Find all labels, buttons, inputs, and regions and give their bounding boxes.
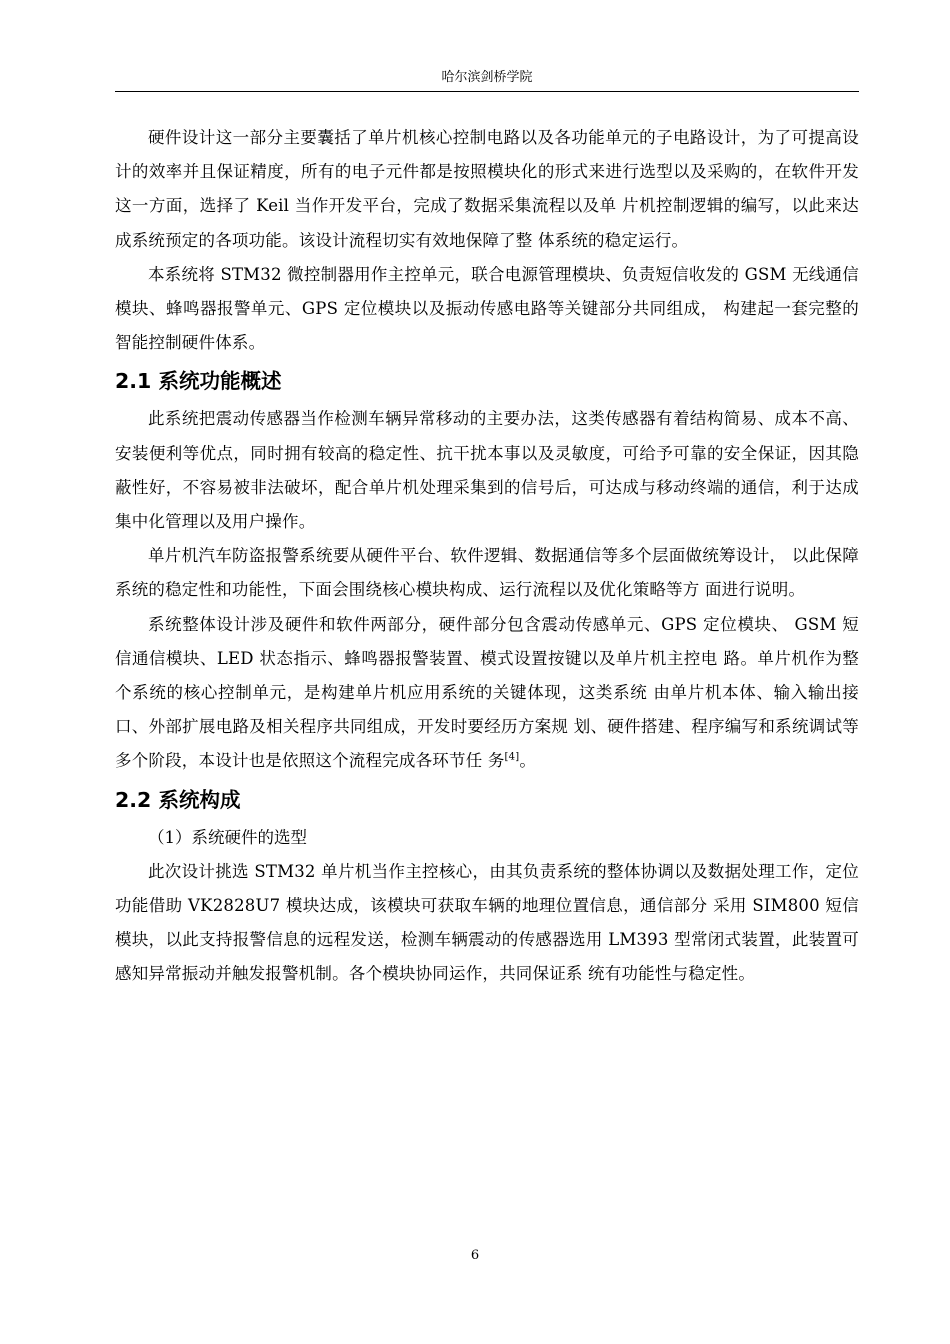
paragraph: 单片机汽车防盗报警系统要从硬件平台、软件逻辑、数据通信等多个层面做统筹设计， 以此保障系统的稳定性和功能性，下面会围绕核心模块构成、运行流程以及优化策略等方 面进行说明。 (115, 546, 859, 600)
page-number: 6 (470, 1248, 480, 1263)
section-heading: 2.2 系统构成 (115, 787, 241, 812)
paragraph: 本系统将 STM32 微控制器用作主控单元，联合电源管理模块、负责短信收发的 GSM 无线通信模块、蜂鸣器报警单元、GPS 定位模块以及振动传感电路等关键部分共同组成， 构建起一套完整的智能控制硬件体系。 (115, 264, 859, 353)
running-header: 哈尔滨剑桥学院 (115, 66, 859, 92)
paragraph: 此系统把震动传感器当作检测车辆异常移动的主要办法，这类传感器有着结构简易、成本不高、安装便利等优点，同时拥有较高的稳定性、抗干扰本事以及灵敏度，可给予可靠的安全保证，因其隐蔽性好，不容易被非法破坏，配合单片机处理采集到的信号后，可达成与移动终端的通信，利于达成集中化管理以及用户操作。 (115, 409, 859, 532)
citation-ref: [4] (504, 751, 520, 763)
paragraph-text: 系统整体设计涉及硬件和软件两部分，硬件部分包含震动传感单元、GPS 定位模块、 GSM 短信通信模块、LED 状态指示、蜂鸣器报警装置、模式设置按键以及单片机主控电 路。单片机作为整个系统的核心控制单元，是构建单片机应用系统的关键体现，这类系统 由单片机本体、输入输出接口、外部扩展电路及相关程序共同组成，开发时要经历方案规 划、硬件搭建、程序编写和系统调试等多个阶段，本设计也是依照这个流程完成各环节任 务 (115, 614, 859, 771)
section-heading: 2.1 系统功能概述 (115, 369, 282, 394)
paragraph: 此次设计挑选 STM32 单片机当作主控核心，由其负责系统的整体协调以及数据处理工作，定位功能借助 VK2828U7 模块达成，该模块可获取车辆的地理位置信息，通信部分 采用 SIM800 短信模块，以此支持报警信息的远程发送，检测车辆震动的传感器选用 LM393 型常闭式装置，此装置可感知异常振动并触发报警机制。各个模块协同运作，共同保证系 统有功能性与稳定性。 (115, 861, 859, 984)
paragraph-end: 。 (519, 751, 537, 771)
page-body (115, 121, 859, 991)
paragraph-with-citation (115, 608, 859, 779)
paragraph: 硬件设计这一部分主要囊括了单片机核心控制电路以及各功能单元的子电路设计，为了可提高设计的效率并且保证精度，所有的电子元件都是按照模块化的形式来进行选型以及采购的，在软件开发这一方面，选择了 Keil 当作开发平台，完成了数据采集流程以及单 片机控制逻辑的编写，以此来达成系统预定的各项功能。该设计流程切实有效地保障了整 体系统的稳定运行。 (115, 128, 859, 250)
subsection-label: （1）系统硬件的选型 (148, 827, 307, 847)
